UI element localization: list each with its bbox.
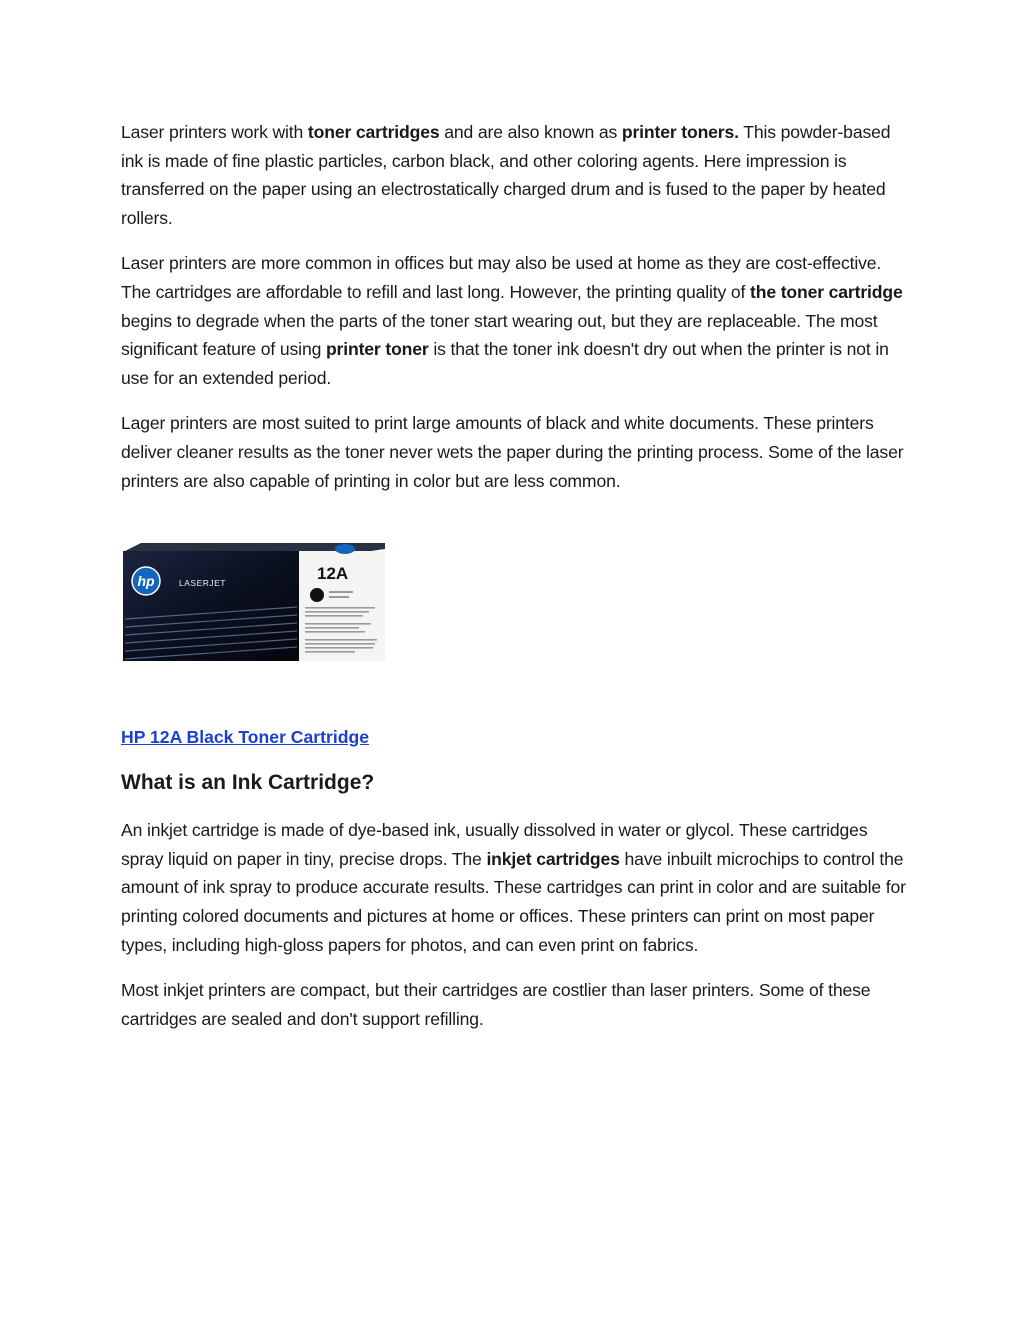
paragraph-inkjet-intro: An inkjet cartridge is made of dye-based ink, usually dissolved in water or glycol. These cartridges spray liquid on paper in tiny, precise drops. The inkjet cartridges have inbuilt microchips to control the amount of ink spray to produce accurate results. These cartridges can print in color and are suitable for printing colored documents and pictures at home or offices. These printers can print on most paper types, including high-gloss papers for photos, and can even print on fabrics. [121,820,906,955]
toner-box-illustration [121,541,387,665]
black-ink-dot-icon [310,588,324,602]
bold-the-toner-cartridge: the toner cartridge [750,281,903,302]
product-image-hp-12a-box [121,541,387,665]
hp-12a-product-link[interactable]: HP 12A Black Toner Cartridge [121,727,370,748]
bold-printer-toner: printer toner [325,339,429,360]
section-heading-ink-cartridge: What is an Ink Cartridge? [121,771,375,795]
paragraph-inkjet-compact: Most inkjet printers are compact, but their cartridges are costlier than laser printers. Some of these cartridges are sealed and don't support refilling. [121,980,871,1029]
bold-toner-cartridges: toner cartridges [307,122,440,142]
paragraph-toner-intro: Laser printers work with toner cartridges and are also known as printer toners. This powder-based ink is made of fine plastic particles, carbon black, and other coloring agents. Here impression is transferred on the paper using an electrostatically charged drum and is fused to the paper by heated rollers. [121,122,891,228]
bold-inkjet-cartridges: inkjet cartridges [486,848,620,869]
svg-text:12A: 12A [317,564,349,584]
hp-top-logo-icon [335,544,355,554]
paragraph-laser-common: Laser printers are more common in offices but may also be used at home as they are cost-effective. The cartridges are affordable to refill and last long. However, the printing quality of the toner cartridge begins to degrade when the parts of the toner start wearing out, but they are replaceable. The most significant feature of using printer toner is that the toner ink doesn't dry out when the printer is not in use for an extended period. [121,253,903,388]
document-body [121,118,906,1050]
bold-printer-toners: printer toners. [621,122,739,142]
paragraph-laser-suited: Lager printers are most suited to print large amounts of black and white documents. These printers deliver cleaner results as the toner never wets the paper during the printing process. Some of the laser printers are also capable of printing in color but are less common. [121,413,904,491]
product-caption [121,725,906,749]
svg-text:hp: hp [137,573,155,590]
svg-text:LASERJET: LASERJET [179,578,226,589]
